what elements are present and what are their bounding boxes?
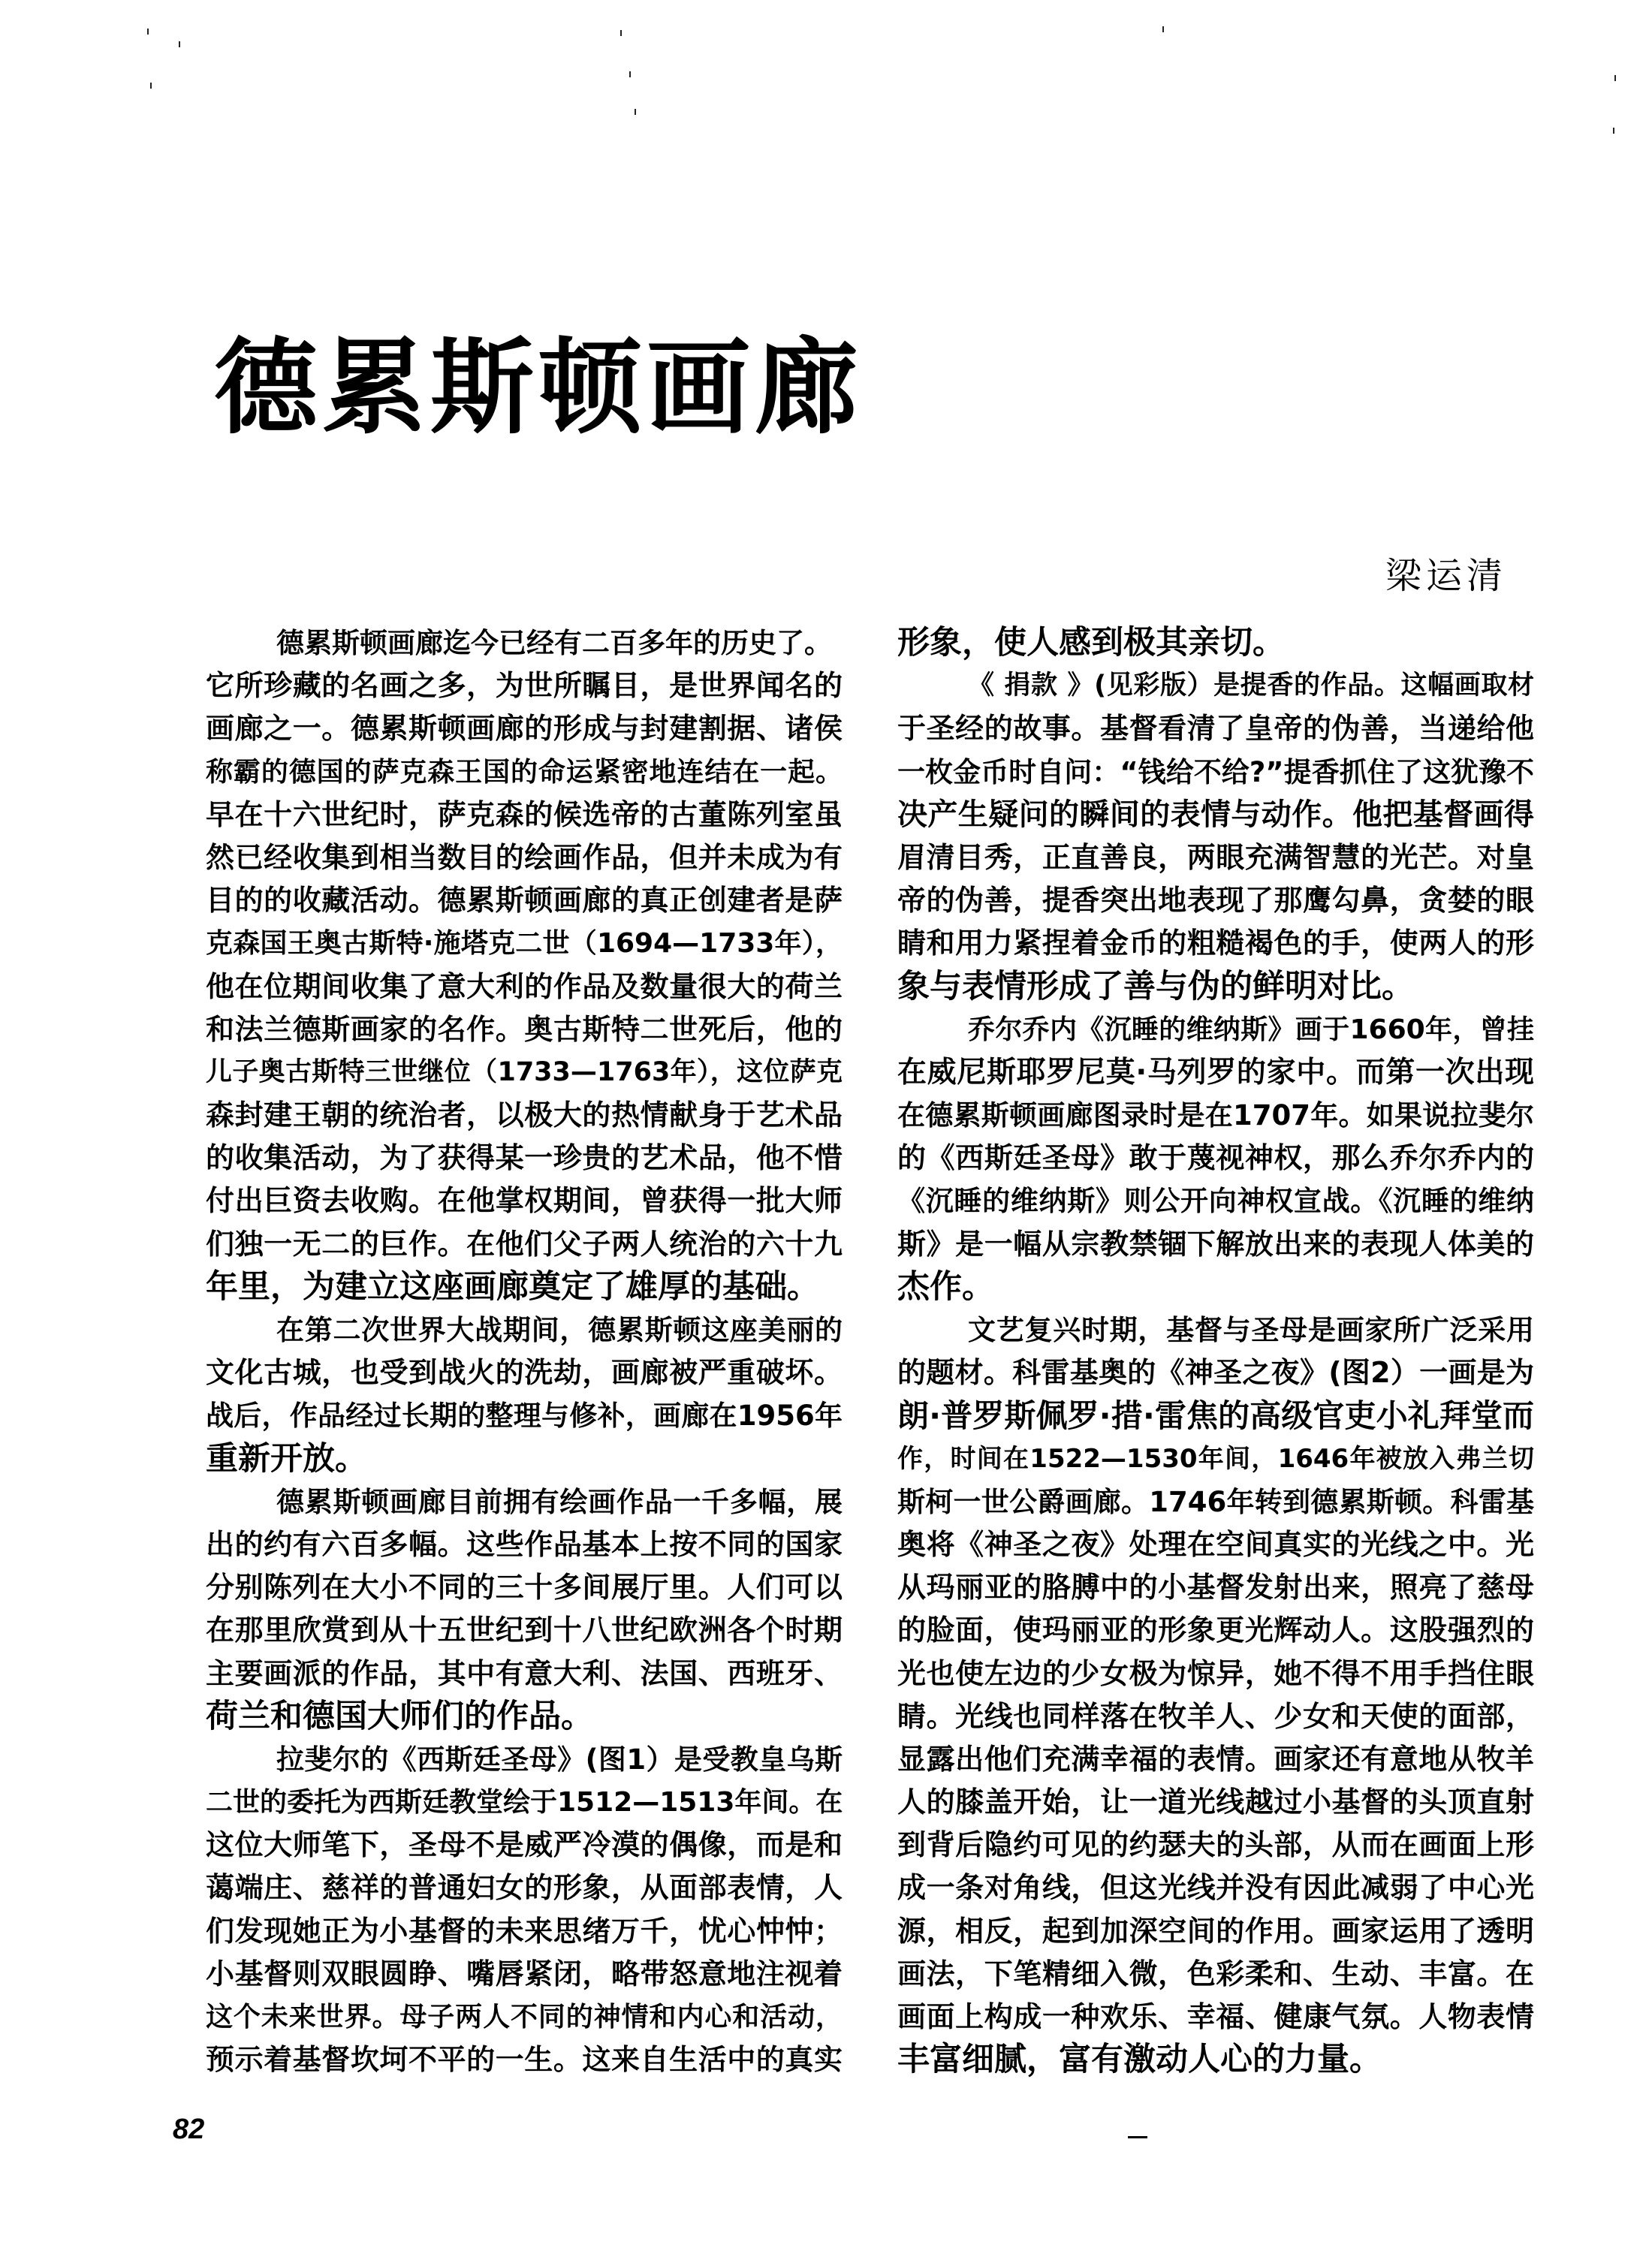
text-line: 和法兰德斯画家的名作。奥古斯特二世死后，他的 bbox=[206, 1012, 843, 1046]
text-line: 睛。光线也同样落在牧羊人、少女和天使的面部， bbox=[897, 1699, 1534, 1733]
text-line: 乔尔乔内《沉睡的维纳斯》画于1660年，曾挂 bbox=[968, 1014, 1534, 1045]
scan-speck bbox=[1162, 26, 1164, 32]
scan-speck bbox=[150, 83, 152, 89]
text-line: 们独一无二的巨作。在他们父子两人统治的六十九 bbox=[206, 1227, 843, 1261]
text-line: 显露出他们充满幸福的表情。画家还有意地从牧羊 bbox=[897, 1742, 1534, 1776]
text-line: 丰富细腻，富有激动人心的力量。 bbox=[897, 2041, 1382, 2079]
text-line: 德累斯顿画廊迄今已经有二百多年的历史了。 bbox=[276, 627, 832, 659]
text-line: 二世的委托为西斯廷教堂绘于1512—1513年间。在 bbox=[206, 1787, 843, 1819]
text-line: 从玛丽亚的胳膊中的小基督发射出来，照亮了慈母 bbox=[897, 1571, 1534, 1605]
author-name: 梁运清 bbox=[1385, 555, 1508, 597]
left-column bbox=[206, 622, 843, 2081]
scan-speck bbox=[620, 30, 622, 36]
text-line: 杰作。 bbox=[897, 1267, 994, 1306]
text-line: 它所珍藏的名画之多，为世所瞩目，是世界闻名的 bbox=[206, 669, 843, 703]
page-number: 82 bbox=[173, 2114, 205, 2145]
text-line: 作，时间在1522—1530年间，1646年被放入弗兰切 bbox=[897, 1443, 1534, 1474]
text-line: 画面上构成一种欢乐、幸福、健康气氛。人物表情 bbox=[897, 2000, 1534, 2033]
text-line: 年里，为建立这座画廊奠定了雄厚的基础。 bbox=[206, 1267, 819, 1306]
text-line: 的题材。科雷基奥的《神圣之夜》(图2）一画是为 bbox=[897, 1356, 1534, 1390]
text-line: 付出巨资去收购。在他掌权期间，曾获得一批大师 bbox=[206, 1184, 843, 1218]
text-line: 文化古城，也受到战火的洗劫，画廊被严重破坏。 bbox=[206, 1356, 843, 1390]
text-line: 在那里欣赏到从十五世纪到十八世纪欧洲各个时期 bbox=[206, 1614, 843, 1647]
scan-speck bbox=[1614, 75, 1616, 81]
text-line: 画廊之一。德累斯顿画廊的形成与封建割据、诸侯 bbox=[206, 712, 843, 746]
text-line: 的收集活动，为了获得某一珍贵的艺术品，他不惜 bbox=[206, 1141, 843, 1175]
text-line: 文艺复兴时期，基督与圣母是画家所广泛采用 bbox=[968, 1314, 1534, 1346]
scan-speck bbox=[635, 109, 636, 115]
scan-speck bbox=[1613, 128, 1614, 134]
scan-speck bbox=[629, 71, 631, 77]
text-line: 早在十六世纪时，萨克森的候选帝的古董陈列室虽 bbox=[206, 797, 843, 831]
text-line: 斯柯一世公爵画廊。1746年转到德累斯顿。科雷基 bbox=[897, 1485, 1534, 1518]
text-line: 儿子奥古斯特三世继位（1733—1763年），这位萨克 bbox=[206, 1056, 843, 1087]
text-line: 形象，使人感到极其亲切。 bbox=[897, 624, 1285, 661]
scan-speck bbox=[179, 41, 180, 47]
text-line: 蔼端庄、慈祥的普通妇女的形象，从面部表情，人 bbox=[206, 1871, 843, 1905]
text-line: 成一条对角线，但这光线并没有因此减弱了中心光 bbox=[897, 1871, 1534, 1905]
text-line: 预示着基督坎坷不平的一生。这来自生活中的真实 bbox=[206, 2043, 843, 2077]
text-line: 克森国王奥古斯特·施塔克二世（1694—1733年）， bbox=[206, 928, 843, 960]
text-line: 决产生疑问的瞬间的表情与动作。他把基督画得 bbox=[897, 797, 1534, 832]
article-title: 德累斯顿画廊 bbox=[214, 326, 864, 449]
text-line: 帝的伪善，提香突出地表现了那鹰勾鼻，贪婪的眼 bbox=[897, 884, 1534, 918]
text-line: 然已经收集到相当数目的绘画作品，但并未成为有 bbox=[206, 840, 843, 874]
text-line: 出的约有六百多幅。这些作品基本上按不同的国家 bbox=[206, 1527, 843, 1561]
text-line: 这位大师笔下，圣母不是威严冷漠的偶像，而是和 bbox=[206, 1828, 843, 1862]
text-line: 《沉睡的维纳斯》则公开向神权宣战。《沉睡的维纳 bbox=[897, 1185, 1534, 1218]
text-line: 于圣经的故事。基督看清了皇帝的伪善，当递给他 bbox=[897, 712, 1534, 746]
text-line: 人的膝盖开始，让一道光线越过小基督的头顶直射 bbox=[897, 1785, 1534, 1819]
text-line: 朗·普罗斯佩罗·措·雷焦的高级官吏小礼拜堂而 bbox=[897, 1397, 1534, 1435]
text-line: 战后，作品经过长期的整理与修补，画廊在1956年 bbox=[206, 1400, 843, 1433]
text-line: 在德累斯顿画廊图录时是在1707年。如果说拉斐尔 bbox=[897, 1099, 1534, 1132]
text-line: 画法，下笔精细入微，色彩柔和、生动、丰富。在 bbox=[897, 1957, 1534, 1990]
text-line: 源，相反，起到加深空间的作用。画家运用了透明 bbox=[897, 1914, 1534, 1948]
text-line: 重新开放。 bbox=[206, 1439, 367, 1478]
text-line: 到背后隐约可见的约瑟夫的头部，从而在画面上形 bbox=[897, 1828, 1534, 1862]
text-line: 称霸的德国的萨克森王国的命运紧密地连结在一起。 bbox=[206, 756, 843, 788]
text-line: 《 捐款 》(见彩版）是提香的作品。这幅画取材 bbox=[968, 670, 1534, 701]
text-line: 主要画派的作品，其中有意大利、法国、西班牙、 bbox=[206, 1656, 843, 1690]
text-line: 斯》是一幅从宗教禁锢下解放出来的表现人体美的 bbox=[897, 1227, 1534, 1261]
text-line: 荷兰和德国大师们的作品。 bbox=[206, 1697, 593, 1735]
text-line: 在威尼斯耶罗尼莫·马列罗的家中。而第一次出现 bbox=[897, 1055, 1534, 1089]
text-line: 眉清目秀，正直善良，两眼充满智慧的光芒。对皇 bbox=[897, 840, 1534, 874]
text-line: 的脸面，使玛丽亚的形象更光辉动人。这股强烈的 bbox=[897, 1614, 1534, 1647]
text-line: 他在位期间收集了意大利的作品及数量很大的荷兰 bbox=[206, 969, 843, 1003]
text-line: 睛和用力紧捏着金币的粗糙褐色的手，使两人的形 bbox=[897, 927, 1534, 960]
text-line: 拉斐尔的《西斯廷圣母》(图1）是受教皇乌斯 bbox=[276, 1743, 843, 1776]
text-line: 一枚金币时自问：“钱给不给?”提香抓住了这犹豫不 bbox=[897, 755, 1534, 788]
text-line: 目的的收藏活动。德累斯顿画廊的真正创建者是萨 bbox=[206, 884, 843, 918]
text-line: 的《西斯廷圣母》敢于蔑视神权，那么乔尔乔内的 bbox=[897, 1141, 1534, 1175]
scan-speck bbox=[147, 29, 149, 35]
text-line: 德累斯顿画廊目前拥有绘画作品一千多幅，展 bbox=[276, 1485, 843, 1518]
text-line: 们发现她正为小基督的未来思绪万千，忧心忡忡； bbox=[206, 1914, 843, 1948]
text-line: 光也使左边的少女极为惊异，她不得不用手挡住眼 bbox=[897, 1656, 1534, 1690]
right-column bbox=[897, 622, 1534, 2081]
text-line: 森封建王朝的统治者，以极大的热情献身于艺术品 bbox=[206, 1098, 843, 1132]
footer-dash bbox=[1128, 2136, 1147, 2138]
text-line: 象与表情形成了善与伪的鲜明对比。 bbox=[897, 967, 1414, 1005]
text-line: 这个未来世界。母子两人不同的神情和内心和活动， bbox=[206, 2002, 843, 2033]
text-line: 奥将《神圣之夜》处理在空间真实的光线之中。光 bbox=[897, 1527, 1534, 1561]
text-line: 分别陈列在大小不同的三十多间展厅里。人们可以 bbox=[206, 1571, 843, 1605]
text-line: 小基督则双眼圆睁、嘴唇紧闭，略带怒意地注视着 bbox=[206, 1957, 843, 1990]
text-line: 在第二次世界大战期间，德累斯顿这座美丽的 bbox=[276, 1314, 843, 1346]
